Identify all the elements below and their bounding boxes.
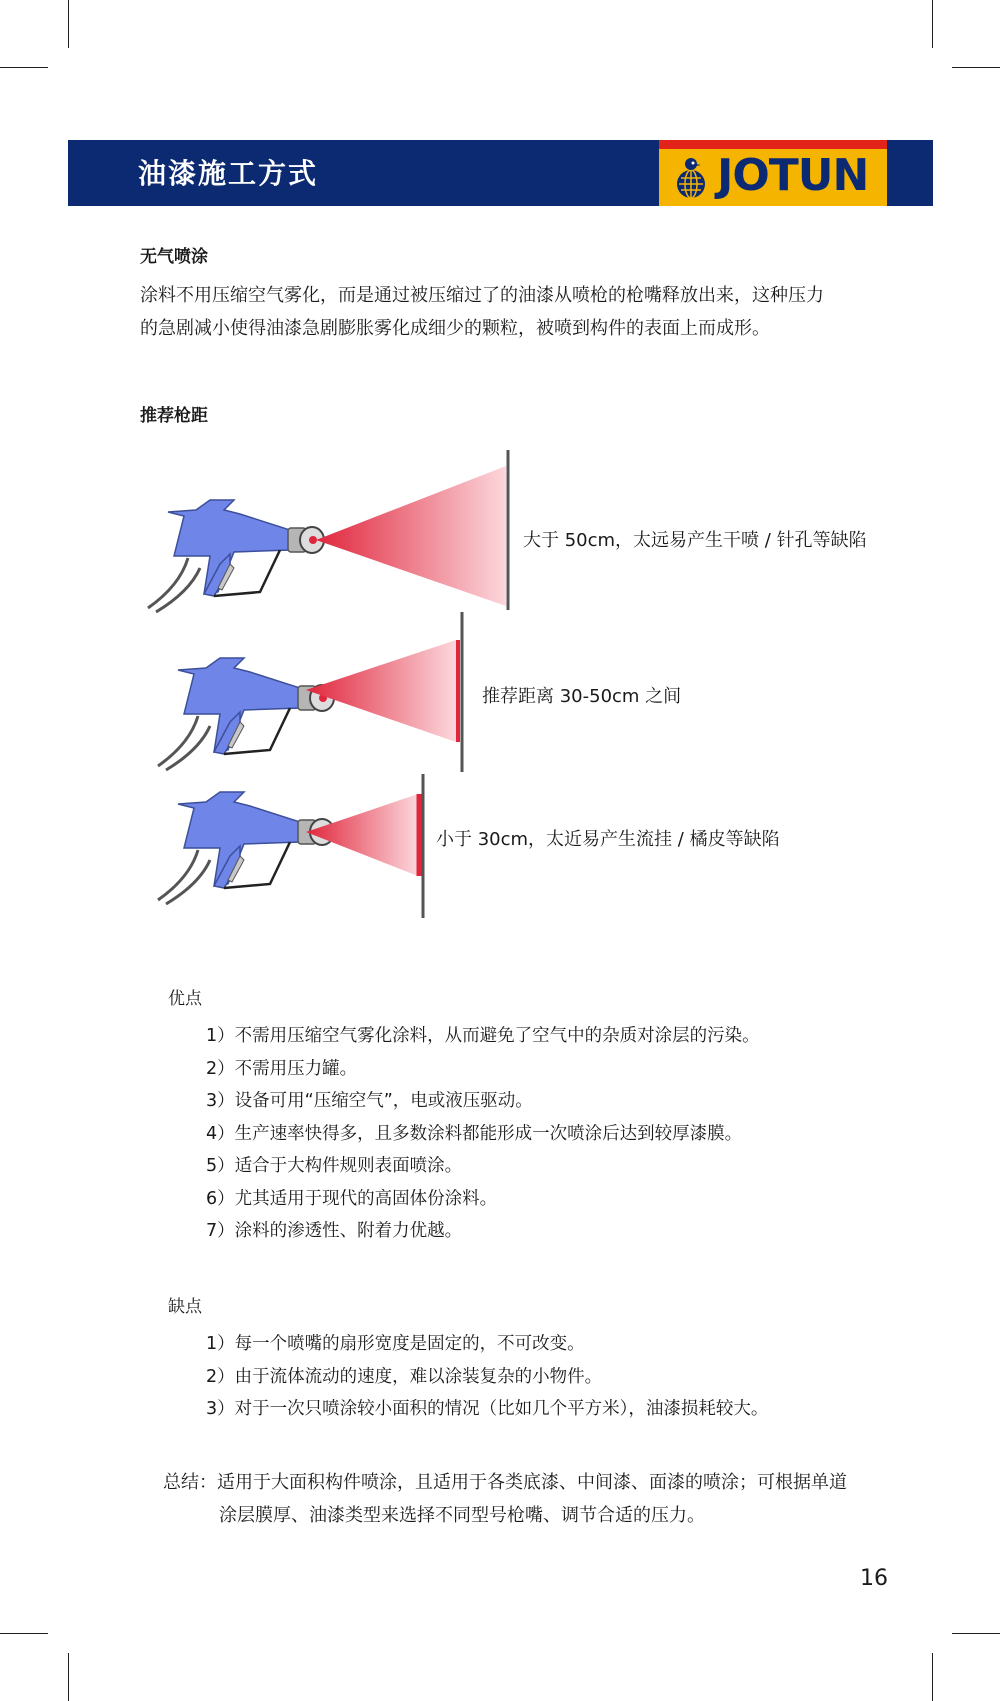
spray-fan-close <box>306 794 418 876</box>
list-item: 7）涂料的渗透性、附着力优越。 <box>206 1221 463 1241</box>
list-item: 3）对于一次只喷涂较小面积的情况（比如几个平方米），油漆损耗较大。 <box>206 1399 769 1419</box>
page-number: 16 <box>860 1566 888 1591</box>
disadvantages-title: 缺点 <box>168 1297 202 1317</box>
spray-gun-icon-recommended <box>158 658 334 770</box>
distance-label-close: 小于 30cm，太近易产生流挂 / 橘皮等缺陷 <box>436 829 780 850</box>
description-line-2: 的急剧减小使得油漆急剧膨胀雾化成细少的颗粒，被喷到构件的表面上而成形。 <box>140 318 770 339</box>
list-item: 4）生产速率快得多，且多数涂料都能形成一次喷涂后达到较厚漆膜。 <box>206 1123 743 1144</box>
list-item: 5）适合于大构件规则表面喷涂。 <box>206 1156 463 1176</box>
spray-row-recommended <box>158 612 462 772</box>
advantages-title: 优点 <box>168 989 202 1009</box>
page-title: 油漆施工方式 <box>138 157 319 190</box>
summary-line-1: 总结：适用于大面积构件喷涂，且适用于各类底漆、中间漆、面漆的喷涂；可根据单道 <box>163 1472 847 1493</box>
distance-label-recommended: 推荐距离 30-50cm 之间 <box>482 686 682 707</box>
list-item: 3）设备可用“压缩空气”，电或液压驱动。 <box>206 1091 533 1111</box>
section-title-gun-distance: 推荐枪距 <box>140 406 208 426</box>
description-line-1: 涂料不用压缩空气雾化，而是通过被压缩过了的油漆从喷枪的枪嘴释放出来，这种压力 <box>140 285 824 306</box>
list-item: 6）尤其适用于现代的高固体份涂料。 <box>206 1188 498 1209</box>
list-item: 1）每一个喷嘴的扇形宽度是固定的，不可改变。 <box>206 1334 585 1354</box>
spray-row-far <box>148 450 508 612</box>
section-title-airless-spray: 无气喷涂 <box>140 247 208 267</box>
logo-text: JOTUN <box>717 150 869 201</box>
spray-fan-recommended <box>306 640 456 742</box>
list-item: 2）由于流体流动的速度，难以涂装复杂的小物件。 <box>206 1366 603 1387</box>
disadvantages-list <box>206 1328 768 1426</box>
list-item: 2）不需用压力罐。 <box>206 1058 358 1079</box>
spray-row-close <box>158 774 423 918</box>
advantages-list <box>206 1020 760 1248</box>
summary <box>163 1466 903 1532</box>
spray-gun-icon-far <box>148 500 324 612</box>
summary-line-2: 涂层膜厚、油漆类型来选择不同型号枪嘴、调节合适的压力。 <box>219 1505 705 1526</box>
spray-fan-far <box>316 466 506 606</box>
list-item: 1）不需用压缩空气雾化涂料，从而避免了空气中的杂质对涂层的污染。 <box>206 1026 760 1046</box>
distance-label-far: 大于 50cm，太远易产生干喷 / 针孔等缺陷 <box>523 530 867 551</box>
spray-gun-icon-close <box>158 792 334 904</box>
